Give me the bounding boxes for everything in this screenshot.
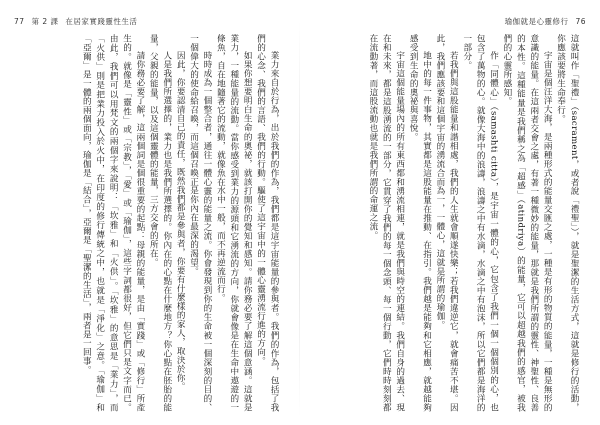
- left-paragraph-5: 人是我們所選擇的，業力也是我們所選擇的。你內在的心點在什麼地方？你心點在胚胎的能量，父親的能量，以及這個靈體的能量，三方交會的所在。: [148, 34, 172, 412]
- left-page-body: [18, 34, 280, 412]
- left-paragraph-2: 如果你想要明白生命的奧祕，就該打開你的覺知和感知。請你務必要了解這個意涵。這就是業力，一種能量的流動。當你感受到業力的源頭和它湧流的方向，你就會像是在生命中遨遊的一條魚，自在地隨著它的流動，就像魚在水中一般，而不再逆流而行。: [215, 34, 253, 412]
- left-paragraph-4: 因此，你要認清自己的責任，既然我們都是參與者，你要有什麼樣的家人，取決於你。: [175, 51, 186, 392]
- left-page-header: [14, 16, 141, 27]
- left-page-number: 77: [14, 17, 25, 26]
- right-page-header: [501, 16, 586, 27]
- right-paragraph-3: 作「同體心」（samashti citta），是宇宙一體的心，它包含了我們一個一個個別的心，也包含了萬物的心。就像大海中的浪濤，浪濤之中有水滴，水滴之中有泡沫，所以它們都是海洋的一部分。: [461, 34, 499, 412]
- right-paragraph-4: 若我們與這股能量和諧相處，我們的人生就會順遂快樂；若我們違逆它，就會痛苦不堪。因此，我們應該要和這個宇宙的湧流合而為一，一體心，這就是所謂的瑜伽。: [434, 34, 459, 412]
- left-paragraph-3: 時時成為一個整合者，通往一體心靈的能量之流。你會發現到你的生命被一個深刻的目的、一個偉大的使命給召喚，而這個召喚正是你內在最深的渴望。: [188, 34, 212, 412]
- right-paragraph-2: 宇宙是個汪洋大海，是兩種形式的能量交匯之處，一種是有形的物質的能量，一種是無形的意識的能量。在這兩者交會之處，有著一種微妙的能量，那就是我們所謂的靈性、神聖性、良善的本性。這種能量是我們稱之為「超感」（atindriya）的能量，它可以超越我們的感官，被我們的心靈所感知。: [501, 34, 553, 412]
- chapter-label: 第 2 課: [31, 17, 59, 26]
- chapter-title: 在居家實踐靈性生活: [65, 17, 138, 26]
- left-paragraph-1: 業力來自於行為，出於我們的作為，我們都是這宇宙能量的參與者。我們的作為，包括了我們的心念、我們的言語、我們的行動。驅使了這宇宙中的一體心靈湧流行進的方向。: [255, 34, 279, 412]
- right-paragraph-6: 宇宙這個能量場內的所有東西都和湧流相連，就是我們與時空的連結。我們自身的過去、現在和未來，都是這股湧流的一部分，它貫穿了我們的每一個念頭、每一個行動，它們時時刻刻都在流動著，而這股流動也就是我們所謂的命運之流。: [367, 34, 405, 412]
- right-page-number: 76: [575, 17, 586, 26]
- right-page-body: [318, 34, 580, 412]
- left-paragraph-final: 請你務必要了解，這兩個詞是個很重要的起點：母親的能量，是由「實踐」或「修行」所產生的。就像是「靈性」或「宗教」，「愛」或「瑜伽」，這些字詞都很好，但它們只是文字而已。由此，我們可以用梵文的兩個字來說明：「坎雅」和「火供」。「坎雅」的意思是「業力」，而「火供」則是把業力投入於火中，在印度的修行傳統之中，也就是「淨化」之意。「瑜伽」和「亞爾」是一體的兩個面向，瑜伽是「結合」，亞爾是「聖潔的生活」，兩者是一回事。: [81, 34, 145, 412]
- right-paragraph-5: 地中的每一件事物，其實都是這股能量在推動、在指引。我們越是能夠和它相應，就越能夠感受到生命的奧祕與喜悅。: [408, 34, 432, 412]
- running-title: 瑜伽就是心靈修行: [504, 17, 569, 26]
- right-paragraph-1: 這就叫作「聖禮」（sacrament，或者說「禮聖」），就是聖潔的生活方式，這就是修行的活動，你應該要將生命奉行。: [555, 34, 579, 412]
- right-page: [300, 0, 600, 425]
